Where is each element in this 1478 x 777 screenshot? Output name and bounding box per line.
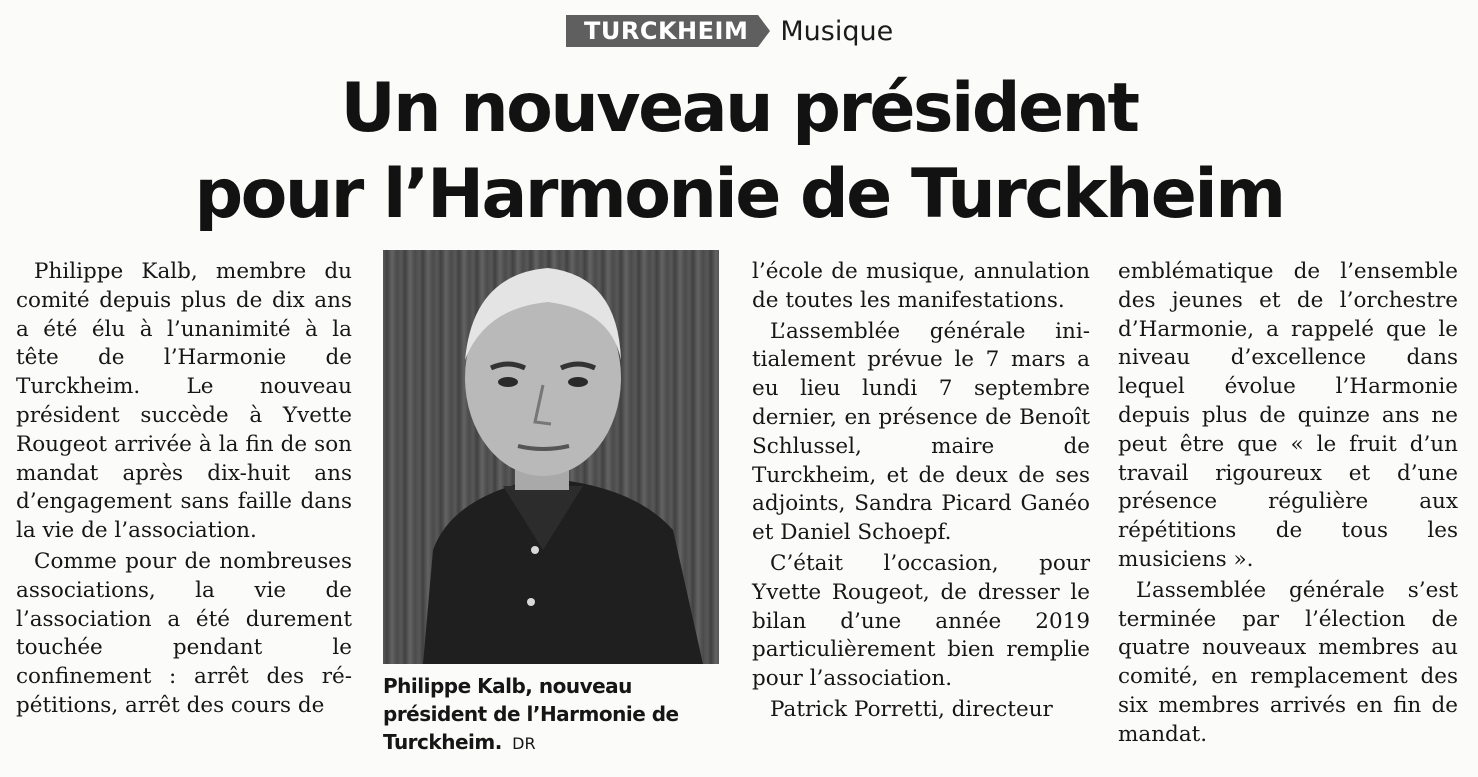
section-kicker — [566, 14, 893, 48]
paragraph-6: L’assemblée générale s’est terminée par l’élection de quatre nouveaux membres au comité, en remplacement des six membres arrivés en fin de mandat. — [1118, 577, 1458, 747]
rubric-label: Musique — [780, 15, 894, 47]
article-column-3 — [752, 258, 1090, 727]
paragraph-4: C’était l’occasion, pour Yvette Rougeot, de dresser le bilan d’une année 2019 particulièrement bien remplie pour l’association. — [752, 550, 1090, 692]
article-column-4 — [1118, 258, 1458, 752]
headline-line-2: pour l’Harmonie de Turckheim — [194, 155, 1284, 234]
paragraph-2-continued: l’école de musique, annulation de toutes les manifestations. — [752, 259, 1090, 313]
headline — [0, 66, 1478, 238]
article-column-1 — [16, 258, 352, 723]
paragraph-2: Comme pour de nombreuses associations, la vie de l’association a été durement touchée pendant le confinement : arrêt des répétitions, arrêt des cours de — [16, 548, 352, 718]
portrait-illustration — [383, 250, 719, 664]
headline-line-1: Un nouveau président — [340, 69, 1138, 148]
location-tag: TURCKHEIM — [566, 15, 758, 47]
portrait-photo — [383, 250, 719, 664]
paragraph-5-continued: emblématique de l’ensemble des jeunes et de l’orchestre d’Harmonie, a rappelé que le niveau d’excellence dans lequel évolue l’Harmonie depuis plus de quinze ans ne peut être que « le fruit d’un travail rigoureux et d’une présence régulière aux répétitions de tous les musiciens ». — [1118, 259, 1458, 572]
photo-credit: DR — [512, 734, 536, 753]
paragraph-5: Patrick Porretti, directeur — [770, 696, 1053, 722]
paragraph-3: L’assemblée générale initialement prévue le 7 mars a eu lieu lundi 7 septembre dernier, en présence de Benoît Schlussel, maire de Turckheim, et de deux de ses adjoints, Sandra Picard Ganéo et Daniel Schoepf. — [752, 318, 1090, 546]
photo-caption — [383, 672, 723, 758]
paragraph-1: Philippe Kalb, membre du comité depuis plus de dix ans a été élu à l’unanimité à la tête de l’Harmonie de Turckheim. Le nouveau président succède à Yvette Rougeot arrivée à la fin de son mandat après dix-huit ans d’engagement sans faille dans la vie de l’association. — [16, 259, 352, 544]
caption-text: Philippe Kalb, nouveau président de l’Harmonie de Turckheim. — [383, 674, 679, 754]
